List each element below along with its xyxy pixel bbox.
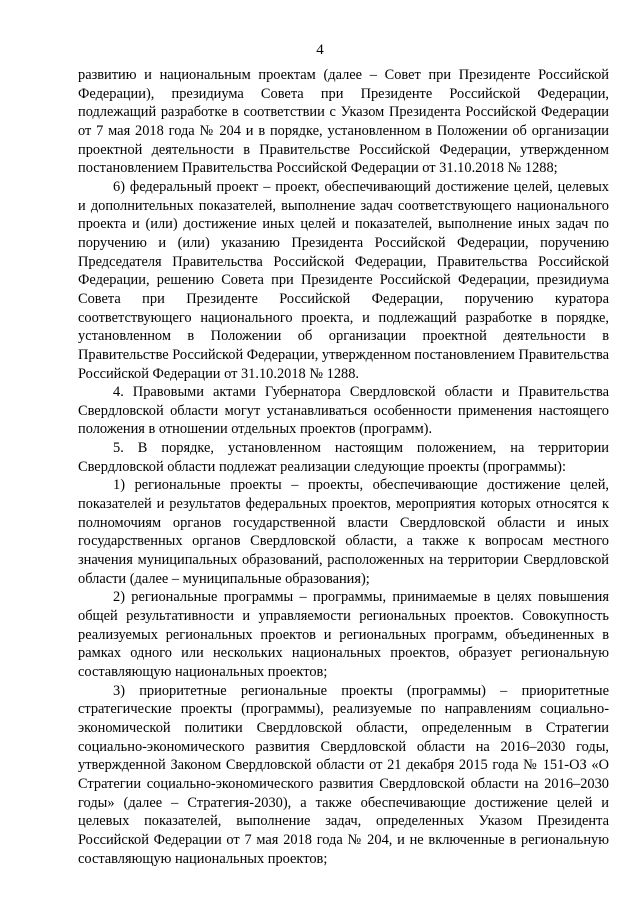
- paragraph-clause-4: 4. Правовыми актами Губернатора Свердловской области и Правительства Свердловской области могут устанавливаться особенности применения настоящего положения в отношении отдельных проектов (программ).: [78, 384, 609, 438]
- page-number: 4: [316, 42, 324, 58]
- paragraph-item-2-regional-programs: 2) региональные программы – программы, принимаемые в целях повышения общей результативности и управляемости региональных проектов. Совокупность реализуемых региональных проектов и региональных программ, объединенных в рамках одного или нескольких национальных проектов, образует региональную составляющую национальных проектов;: [78, 589, 609, 680]
- paragraph-item-6-federal-project: 6) федеральный проект – проект, обеспечивающий достижение целей, целевых и дополнительных показателей, выполнение задач соответствующего национального проекта и (или) достижение иных целей и показателей, выполнение иных задач по поручению и (или) указанию Президента Российской Федерации, поручению Председателя Правительства Российской Федерации, Правительства Российской Федерации, решению Совета при Президенте Российской Федерации, президиума Совета при Президенте Российской Федерации, поручению куратора соответствующего национального проекта, и подлежащий разработке в порядке, установленном в Положении об организации проектной деятельности в Правительстве Российской Федерации, утвержденном постановлением Правительства Российской Федерации от 31.10.2018 № 1288.: [78, 178, 610, 382]
- paragraph-continuation: развитию и национальным проектам (далее – Совет при Президенте Российской Федерации), президиума Совета при Президенте Российской Федерации, подлежащий разработке в соответствии с Указом Президента Российской Федерации от 7 мая 2018 года № 204 и в порядке, установленном в Положении об организации проектной деятельности в Правительстве Российской Федерации, утвержденном постановлением Правительства Российской Федерации от 31.10.2018 № 1288;: [78, 67, 609, 177]
- paragraph-item-1-regional-projects: 1) региональные проекты – проекты, обеспечивающие достижение целей, показателей и результатов федеральных проектов, мероприятия которых относятся к полномочиям органов государственной власти Свердловской области и иных государственных органов Свердловской области, а также к вопросам местного значения муниципальных образований, расположенных на территории Свердловской области (далее – муниципальные образования);: [78, 477, 609, 587]
- document-body: [78, 66, 609, 868]
- paragraph-clause-5: 5. В порядке, установленном настоящим положением, на территории Свердловской области подлежат реализации следующие проекты (программы):: [78, 440, 609, 475]
- paragraph-item-3-priority-projects: 3) приоритетные региональные проекты (программы) – приоритетные стратегические проекты (программы), реализуемые по направлениям социально-экономической политики Свердловской области, определенным в Стратегии социально-экономического развития Свердловской области на 2016–2030 годы, утвержденной Законом Свердловской области от 21 декабря 2015 года № 151-ОЗ «О Стратегии социально-экономического развития Свердловской области на 2016–2030 годы» (далее – Стратегия-2030), а также обеспечивающие достижение целей и целевых показателей, выполнение задач, определенных Указом Президента Российской Федерации от 7 мая 2018 года № 204, и не включенные в региональную составляющую национальных проектов;: [78, 682, 609, 867]
